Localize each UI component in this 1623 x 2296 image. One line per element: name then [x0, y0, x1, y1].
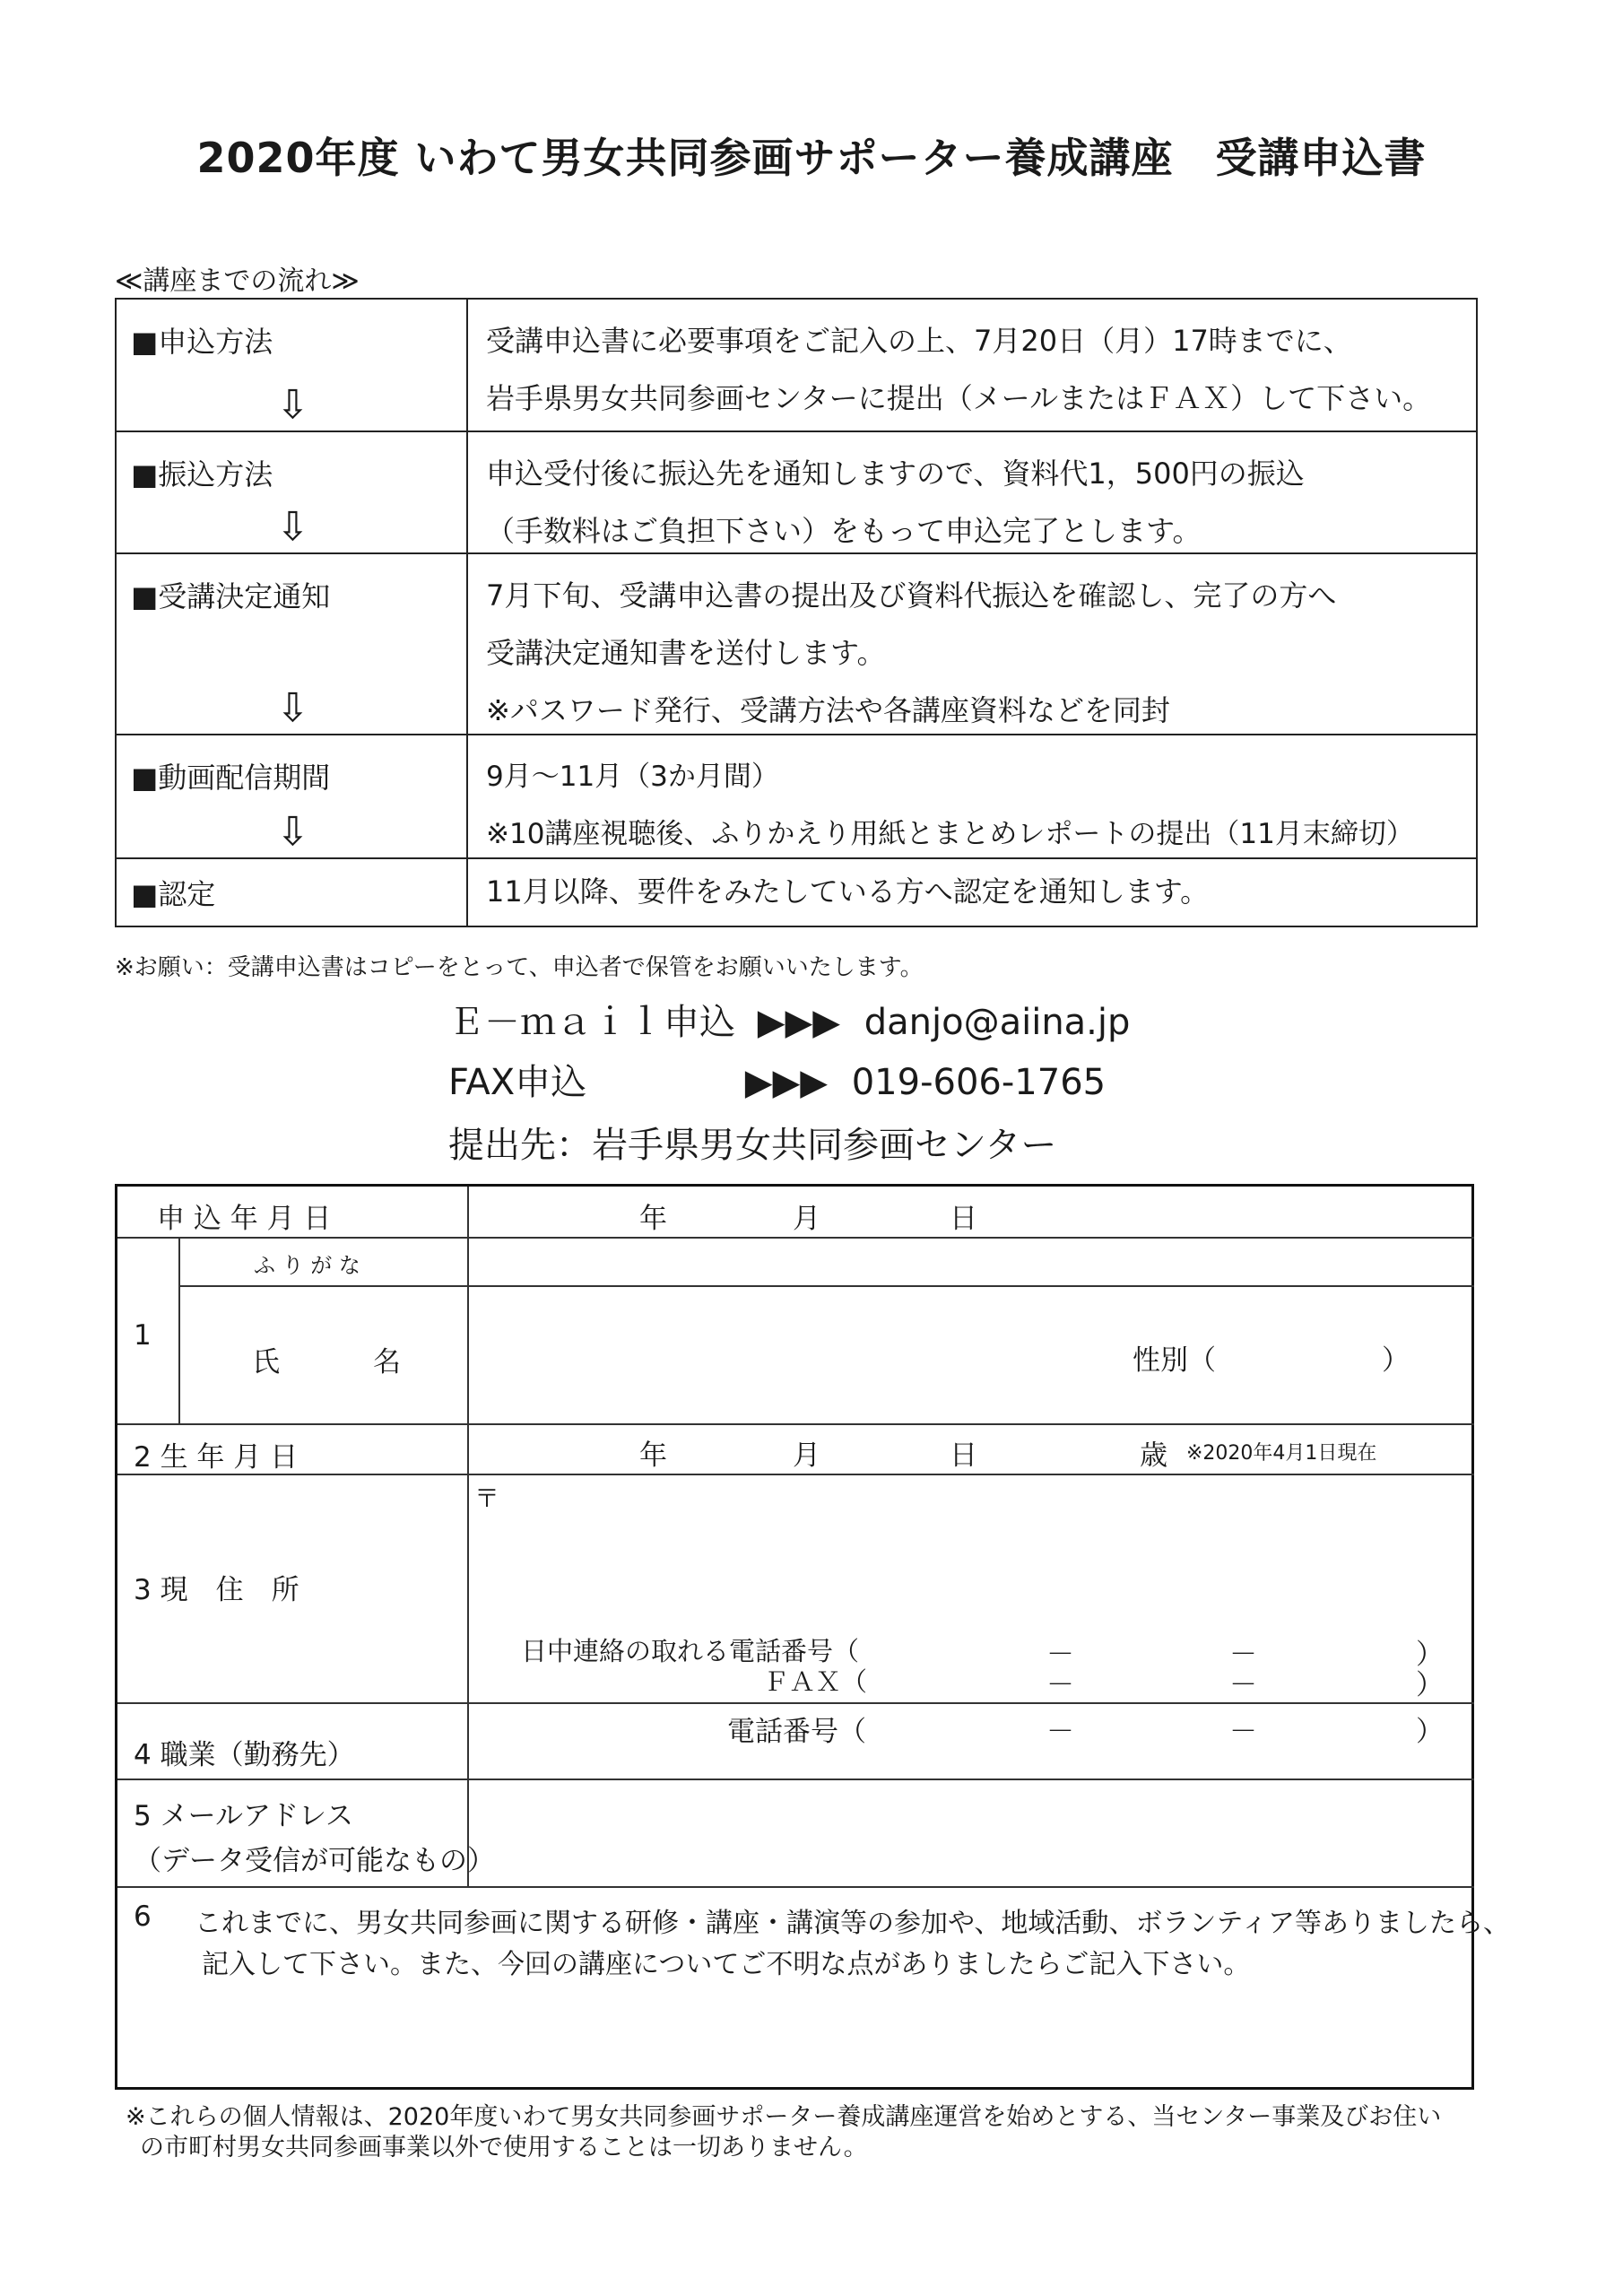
- address-field[interactable]: [503, 1479, 1462, 1605]
- dash: －: [1046, 1669, 1074, 1701]
- year-label: 年: [639, 1203, 667, 1235]
- page-title: 2020年度 いわて男女共同参画サポーター養成講座 受講申込書: [196, 134, 1427, 182]
- flow-text: 受講申込書に必要事項をご記入の上、7月20日（月）17時までに、: [486, 324, 1352, 358]
- triple-arrow-icon: ▶▶▶: [744, 1062, 829, 1103]
- flow-label: ■申込方法: [131, 325, 273, 359]
- postal-mark: 〒: [474, 1483, 500, 1513]
- experience-field[interactable]: [134, 1985, 1461, 2083]
- gender-label: 性別（: [1133, 1344, 1216, 1377]
- close-paren: ）: [1416, 1716, 1444, 1748]
- occupation-label: 4 職業（勤務先）: [134, 1739, 355, 1771]
- email-submission: [448, 994, 1130, 1045]
- q6-text: 記入して下さい。また、今回の講座についてご不明な点がありましたらご記入下さい。: [202, 1949, 1251, 1980]
- month-label: 月: [793, 1439, 820, 1472]
- email-field[interactable]: [473, 1784, 1468, 1881]
- item-number-1: 1: [134, 1319, 152, 1352]
- privacy-note: の市町村男女共同参画事業以外で使用することは一切ありません。: [140, 2134, 868, 2161]
- flow-row-notice: [117, 552, 1476, 734]
- day-label: 日: [950, 1439, 977, 1472]
- flow-row-application: [117, 300, 1476, 430]
- dash: －: [1229, 1669, 1257, 1701]
- flow-label: ■振込方法: [131, 457, 273, 491]
- flow-table: [115, 298, 1478, 927]
- email-label: 5 メールアドレス: [134, 1800, 354, 1832]
- name-label-shi: 氏: [252, 1346, 280, 1378]
- flow-text: 申込受付後に振込先を通知しますので、資料代1，500円の振込: [486, 457, 1305, 491]
- flow-label: ■受講決定通知: [131, 579, 331, 613]
- dash: －: [1229, 1716, 1257, 1748]
- work-phone-label: 電話番号（: [727, 1716, 866, 1748]
- email-label: Ｅ－ｍａｉｌ申込: [448, 1002, 735, 1043]
- occupation-field[interactable]: [473, 1707, 1468, 1775]
- fax-field[interactable]: [907, 1664, 1409, 1696]
- fax-label: ＦＡＸ（: [763, 1666, 868, 1697]
- fax-submission: [448, 1054, 1106, 1105]
- fax-number: 019-606-1765: [851, 1062, 1107, 1103]
- flow-label: ■認定: [131, 877, 216, 911]
- triple-arrow-icon: ▶▶▶: [757, 1002, 841, 1043]
- application-date-label: 申 込 年 月 日: [157, 1203, 332, 1235]
- flow-row-payment: [117, 430, 1476, 552]
- application-date-field[interactable]: [473, 1188, 1468, 1233]
- application-form: [115, 1184, 1510, 2090]
- day-label: 日: [950, 1203, 977, 1235]
- gender-field[interactable]: [1254, 1337, 1362, 1373]
- flow-text: 7月下旬、受講申込書の提出及び資料代振込を確認し、完了の方へ: [486, 578, 1337, 613]
- birthdate-label: 2 生 年 月 日: [134, 1441, 299, 1474]
- flow-row-certification: [117, 857, 1476, 926]
- down-arrow-icon: ⇩: [276, 504, 309, 550]
- dash: －: [1046, 1639, 1074, 1671]
- fax-label: FAX申込: [448, 1062, 587, 1103]
- flow-heading: ≪講座までの流れ≫: [115, 265, 360, 297]
- flow-text: 11月以降、要件をみたしている方へ認定を通知します。: [486, 874, 1210, 909]
- down-arrow-icon: ⇩: [276, 685, 309, 731]
- year-label: 年: [639, 1439, 667, 1472]
- flow-text: ※パスワード発行、受講方法や各講座資料などを同封: [486, 693, 1170, 727]
- submission-destination: 提出先：岩手県男女共同参画センター: [448, 1125, 1057, 1166]
- dash: －: [1229, 1639, 1257, 1671]
- q6-text: これまでに、男女共同参画に関する研修・講座・講演等の参加や、地域活動、ボランティア等ありましたら、: [195, 1908, 1510, 1939]
- flow-text: 岩手県男女共同参画センターに提出（メールまたはＦＡＸ）して下さい。: [486, 381, 1432, 415]
- copy-note: ※お願い：受講申込書はコピーをとって、申込者で保管をお願いいたします。: [115, 954, 924, 981]
- name-label-mei: 名: [373, 1346, 401, 1378]
- day-phone-field[interactable]: [907, 1631, 1409, 1664]
- day-phone-label: 日中連絡の取れる電話番号（: [521, 1636, 860, 1666]
- item-number-6: 6: [134, 1900, 152, 1933]
- privacy-note: ※これらの個人情報は、2020年度いわて男女共同参画サポーター養成講座運営を始めとする、当センター事業及びお住い: [126, 2103, 1442, 2131]
- flow-text: ※10講座視聴後、ふりかえり用紙とまとめレポートの提出（11月末締切）: [486, 818, 1414, 850]
- email-sub-label: （データ受信が可能なもの）: [134, 1845, 495, 1877]
- close-paren: ）: [1416, 1639, 1444, 1671]
- furigana-field[interactable]: [473, 1240, 1468, 1282]
- flow-row-streaming: [117, 734, 1476, 857]
- email-address[interactable]: danjo@aiina.jp: [864, 1002, 1131, 1043]
- down-arrow-icon: ⇩: [276, 382, 309, 428]
- age-label: 歳: [1140, 1439, 1167, 1472]
- address-label: 3 現 住 所: [134, 1574, 299, 1606]
- furigana-label: ふ り が な: [254, 1253, 360, 1278]
- month-label: 月: [793, 1203, 820, 1235]
- name-field[interactable]: [473, 1291, 1190, 1420]
- birthdate-field[interactable]: [473, 1427, 1127, 1470]
- dash: －: [1046, 1716, 1074, 1748]
- close-paren: ）: [1416, 1669, 1444, 1701]
- flow-text: 受講決定通知書を送付します。: [486, 636, 886, 670]
- age-note: ※2020年4月1日現在: [1186, 1442, 1377, 1465]
- flow-text: 9月～11月（3か月間）: [486, 761, 779, 793]
- flow-text: （手数料はご負担下さい）をもって申込完了とします。: [486, 514, 1202, 548]
- flow-label: ■動画配信期間: [131, 761, 331, 795]
- down-arrow-icon: ⇩: [276, 809, 309, 855]
- gender-close: ）: [1382, 1344, 1410, 1377]
